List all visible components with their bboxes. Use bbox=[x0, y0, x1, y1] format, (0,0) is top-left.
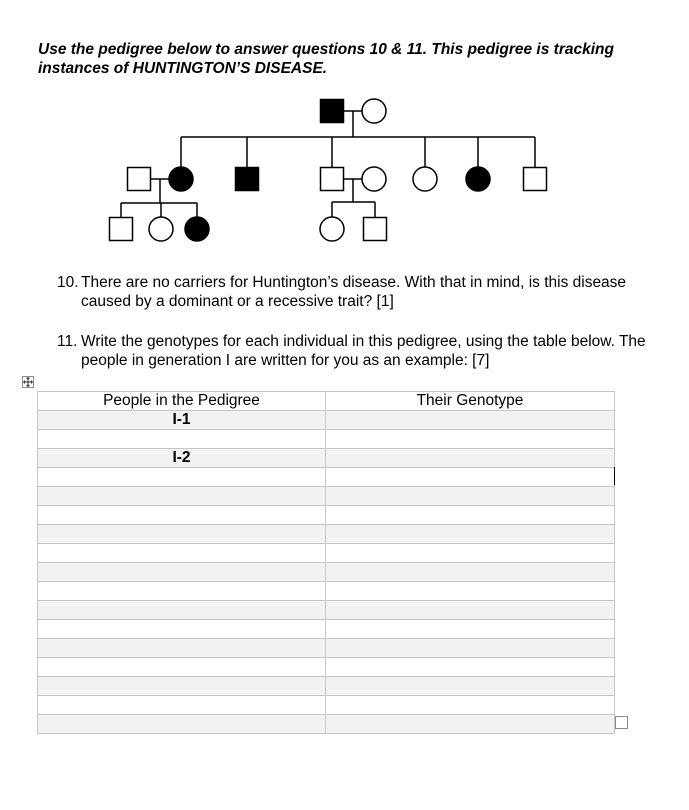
table-row bbox=[38, 430, 615, 449]
question-11 bbox=[57, 332, 667, 370]
gen1-symbol-unaffected-female bbox=[362, 99, 386, 123]
genotype-cell[interactable] bbox=[326, 468, 615, 487]
pedigree-person-cell[interactable] bbox=[38, 430, 326, 449]
table-row bbox=[38, 639, 615, 658]
gen2-symbol-affected-female bbox=[466, 167, 490, 191]
gen3-symbol-affected-female bbox=[185, 217, 209, 241]
table-row bbox=[38, 525, 615, 544]
table-row bbox=[38, 506, 615, 525]
gen3-symbol-unaffected-male bbox=[110, 218, 133, 241]
table-row bbox=[38, 411, 615, 430]
pedigree-person-cell[interactable] bbox=[38, 620, 326, 639]
table-row bbox=[38, 544, 615, 563]
gen3-symbol-unaffected-female bbox=[320, 217, 344, 241]
pedigree-person-cell[interactable] bbox=[38, 677, 326, 696]
table-resize-handle[interactable] bbox=[615, 716, 628, 729]
table-row bbox=[38, 468, 615, 487]
table-row bbox=[38, 677, 615, 696]
pedigree-person-cell[interactable] bbox=[38, 563, 326, 582]
genotype-table bbox=[37, 391, 615, 734]
instructions-heading: Use the pedigree below to answer questions 10 & 11. This pedigree is tracking instances of HUNTINGTON’S DISEASE. bbox=[38, 41, 614, 77]
question-text: There are no carriers for Huntington’s disease. With that in mind, is this disease caused by a dominant or a recessive trait? [1] bbox=[81, 274, 627, 310]
gen2-symbol-unaffected-male bbox=[128, 168, 151, 191]
genotype-cell[interactable] bbox=[326, 715, 615, 734]
genotype-cell[interactable] bbox=[326, 658, 615, 677]
genotype-cell[interactable] bbox=[326, 430, 615, 449]
genotype-cell[interactable] bbox=[326, 620, 615, 639]
genotype-cell[interactable] bbox=[326, 563, 615, 582]
genotype-cell[interactable] bbox=[326, 677, 615, 696]
table-row bbox=[38, 715, 615, 734]
pedigree-person-cell[interactable] bbox=[38, 601, 326, 620]
gen1-symbol-affected-male bbox=[321, 100, 344, 123]
pedigree-person-cell[interactable] bbox=[38, 487, 326, 506]
table-row bbox=[38, 487, 615, 506]
gen2-symbol-unaffected-female bbox=[413, 167, 437, 191]
genotype-cell[interactable] bbox=[326, 506, 615, 525]
genotype-cell[interactable] bbox=[326, 411, 615, 430]
question-text: Write the genotypes for each individual in this pedigree, using the table below. The people in generation I are written for you as an example: [7] bbox=[81, 333, 646, 369]
pedigree-person-cell[interactable] bbox=[38, 544, 326, 563]
table-row bbox=[38, 620, 615, 639]
text-cursor bbox=[614, 467, 615, 485]
table-row bbox=[38, 601, 615, 620]
pedigree-person-cell[interactable]: I-2 bbox=[38, 449, 326, 468]
question-10 bbox=[57, 273, 667, 311]
gen3-symbol-unaffected-female bbox=[149, 217, 173, 241]
pedigree-person-cell[interactable] bbox=[38, 582, 326, 601]
gen2-symbol-affected-male bbox=[236, 168, 259, 191]
gen2-symbol-affected-female bbox=[169, 167, 193, 191]
table-header-row bbox=[38, 392, 615, 411]
genotype-cell[interactable] bbox=[326, 525, 615, 544]
gen2-symbol-unaffected-male bbox=[524, 168, 547, 191]
pedigree-chart bbox=[0, 0, 689, 260]
genotype-cell[interactable] bbox=[326, 601, 615, 620]
table-header-cell: People in the Pedigree bbox=[38, 392, 326, 411]
pedigree-person-cell[interactable] bbox=[38, 468, 326, 487]
genotype-cell[interactable] bbox=[326, 639, 615, 658]
table-row bbox=[38, 582, 615, 601]
table-row bbox=[38, 563, 615, 582]
pedigree-person-cell[interactable] bbox=[38, 696, 326, 715]
table-row bbox=[38, 696, 615, 715]
pedigree-person-cell[interactable]: I-1 bbox=[38, 411, 326, 430]
gen2-symbol-unaffected-male bbox=[321, 168, 344, 191]
pedigree-person-cell[interactable] bbox=[38, 658, 326, 677]
genotype-cell[interactable] bbox=[326, 582, 615, 601]
table-move-handle-icon[interactable] bbox=[22, 376, 34, 388]
question-number: 10. bbox=[57, 274, 79, 291]
pedigree-person-cell[interactable] bbox=[38, 525, 326, 544]
gen2-symbol-unaffected-female bbox=[362, 167, 386, 191]
gen3-symbol-unaffected-male bbox=[364, 218, 387, 241]
question-number: 11. bbox=[57, 333, 78, 350]
pedigree-person-cell[interactable] bbox=[38, 715, 326, 734]
table-row bbox=[38, 449, 615, 468]
genotype-cell[interactable] bbox=[326, 544, 615, 563]
table-row bbox=[38, 658, 615, 677]
genotype-cell[interactable] bbox=[326, 696, 615, 715]
table-header-cell: Their Genotype bbox=[326, 392, 615, 411]
pedigree-person-cell[interactable] bbox=[38, 639, 326, 658]
pedigree-person-cell[interactable] bbox=[38, 506, 326, 525]
genotype-cell[interactable] bbox=[326, 487, 615, 506]
genotype-cell[interactable] bbox=[326, 449, 615, 468]
